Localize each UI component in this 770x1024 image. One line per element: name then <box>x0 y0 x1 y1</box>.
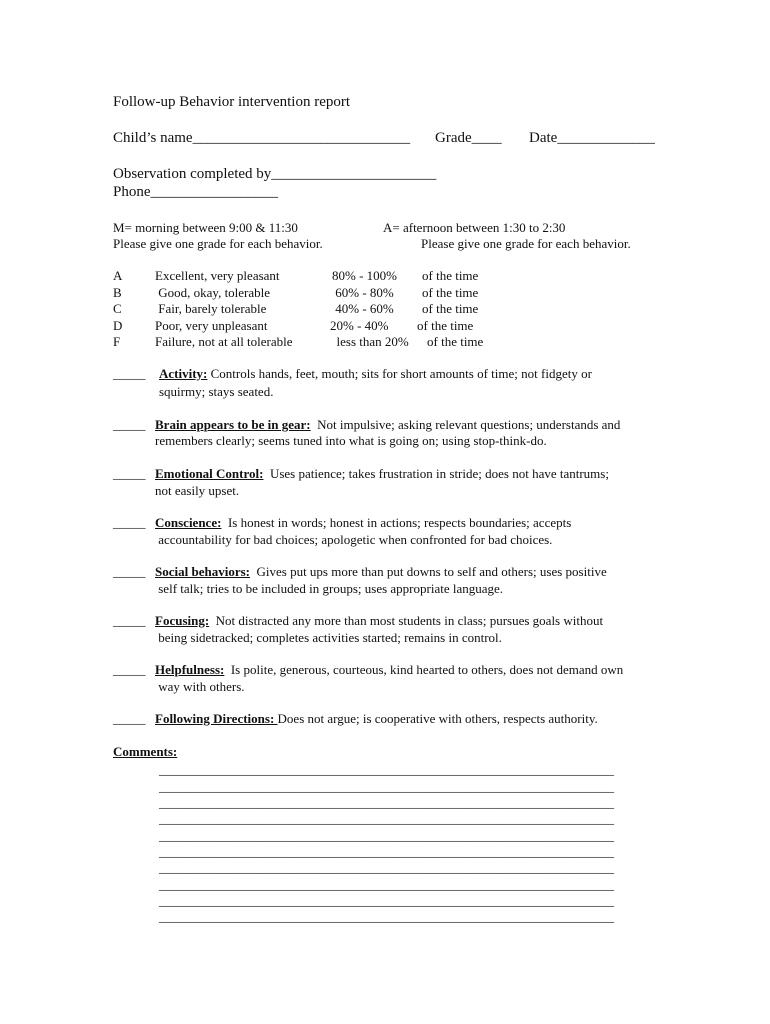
grade-letter: A <box>113 268 123 283</box>
grade-range: 40% - 60% <box>332 301 394 316</box>
behavior-label: Conscience: <box>155 515 222 530</box>
grade-blank: _____ <box>113 662 146 677</box>
behavior-description: Controls hands, feet, mouth; sits for short amounts of time; not fidgety or <box>207 366 592 381</box>
comment-line: ______________________________________________________________________ <box>159 795 614 810</box>
behavior-label: Focusing: <box>155 613 210 628</box>
comment-line: ______________________________________________________________________ <box>159 877 614 892</box>
morning-note: Please give one grade for each behavior. <box>113 236 323 251</box>
comment-line: ______________________________________________________________________ <box>159 860 614 875</box>
comment-line: ______________________________________________________________________ <box>159 909 614 924</box>
morning-legend: M= morning between 9:00 & 11:30 <box>113 220 298 235</box>
grade-description: Failure, not at all tolerable <box>155 334 293 349</box>
date-field: Date_____________ <box>529 130 655 146</box>
grade-suffix: of the time <box>422 285 479 300</box>
grade-suffix: of the time <box>422 301 479 316</box>
grade-range: 60% - 80% <box>332 285 394 300</box>
behavior-description-cont: being sidetracked; completes activities started; remains in control. <box>155 630 502 645</box>
behavior-description: Not impulsive; asking relevant questions; understands and <box>310 417 621 432</box>
behavior-description: Is honest in words; honest in actions; respects boundaries; accepts <box>221 515 572 530</box>
grade-range: 20% - 40% <box>330 318 389 333</box>
report-title: Follow-up Behavior intervention report <box>113 94 351 110</box>
afternoon-legend: A= afternoon between 1:30 to 2:30 <box>383 220 566 235</box>
behavior-label: Social behaviors: <box>155 564 250 579</box>
comments-label: Comments: <box>113 744 178 759</box>
childs-name-field: Child’s name_____________________________ <box>113 130 411 146</box>
grade-blank: _____ <box>113 466 146 481</box>
comment-line: ______________________________________________________________________ <box>159 828 614 843</box>
grade-suffix: of the time <box>417 318 474 333</box>
grade-blank: _____ <box>113 564 146 579</box>
grade-letter: B <box>113 285 122 300</box>
grade-field: Grade____ <box>435 130 502 146</box>
behavior-label: Emotional Control: <box>155 466 264 481</box>
comment-line: ______________________________________________________________________ <box>159 844 614 859</box>
grade-suffix: of the time <box>427 334 484 349</box>
behavior-description: Uses patience; takes frustration in stride; does not have tantrums; <box>263 466 609 481</box>
behavior-label: Following Directions: <box>155 711 278 726</box>
grade-blank: _____ <box>113 366 146 381</box>
grade-letter: F <box>113 334 121 349</box>
grade-blank: _____ <box>113 711 146 726</box>
behavior-description-cont: accountability for bad choices; apologetic when confronted for bad choices. <box>155 532 553 547</box>
behavior-description-cont: remembers clearly; seems tuned into what is going on; using stop-think-do. <box>155 433 547 448</box>
afternoon-note: Please give one grade for each behavior. <box>421 236 631 251</box>
grade-range: less than 20% <box>330 334 409 349</box>
behavior-label: Brain appears to be in gear: <box>155 417 311 432</box>
behavior-description: Not distracted any more than most students in class; pursues goals without <box>209 613 604 628</box>
observer-field: Observation completed by______________________ <box>113 166 437 182</box>
grade-blank: _____ <box>113 417 146 432</box>
grade-range: 80% - 100% <box>332 268 397 283</box>
grade-suffix: of the time <box>422 268 479 283</box>
behavior-description: Gives put ups more than put downs to self and others; uses positive <box>249 564 607 579</box>
comment-line: ______________________________________________________________________ <box>159 779 614 794</box>
behavior-description-cont: squirmy; stays seated. <box>159 384 274 399</box>
behavior-description-cont: not easily upset. <box>155 483 240 498</box>
behavior-description-cont: way with others. <box>155 679 245 694</box>
grade-description: Fair, barely tolerable <box>155 301 267 316</box>
comment-line: ______________________________________________________________________ <box>159 893 614 908</box>
grade-description: Excellent, very pleasant <box>155 268 280 283</box>
comment-line: ______________________________________________________________________ <box>159 811 614 826</box>
behavior-description: Does not argue; is cooperative with others, respects authority. <box>277 711 598 726</box>
behavior-label: Helpfulness: <box>155 662 225 677</box>
grade-blank: _____ <box>113 515 146 530</box>
behavior-description-cont: self talk; tries to be included in groups; uses appropriate language. <box>155 581 504 596</box>
phone-field: Phone_________________ <box>113 184 278 200</box>
grade-description: Good, okay, tolerable <box>155 285 271 300</box>
comment-line: ______________________________________________________________________ <box>159 762 614 777</box>
grade-blank: _____ <box>113 613 146 628</box>
behavior-label: Activity: <box>159 366 208 381</box>
grade-description: Poor, very unpleasant <box>155 318 268 333</box>
behavior-description: Is polite, generous, courteous, kind hearted to others, does not demand own <box>224 662 624 677</box>
grade-letter: D <box>113 318 123 333</box>
grade-letter: C <box>113 301 122 316</box>
